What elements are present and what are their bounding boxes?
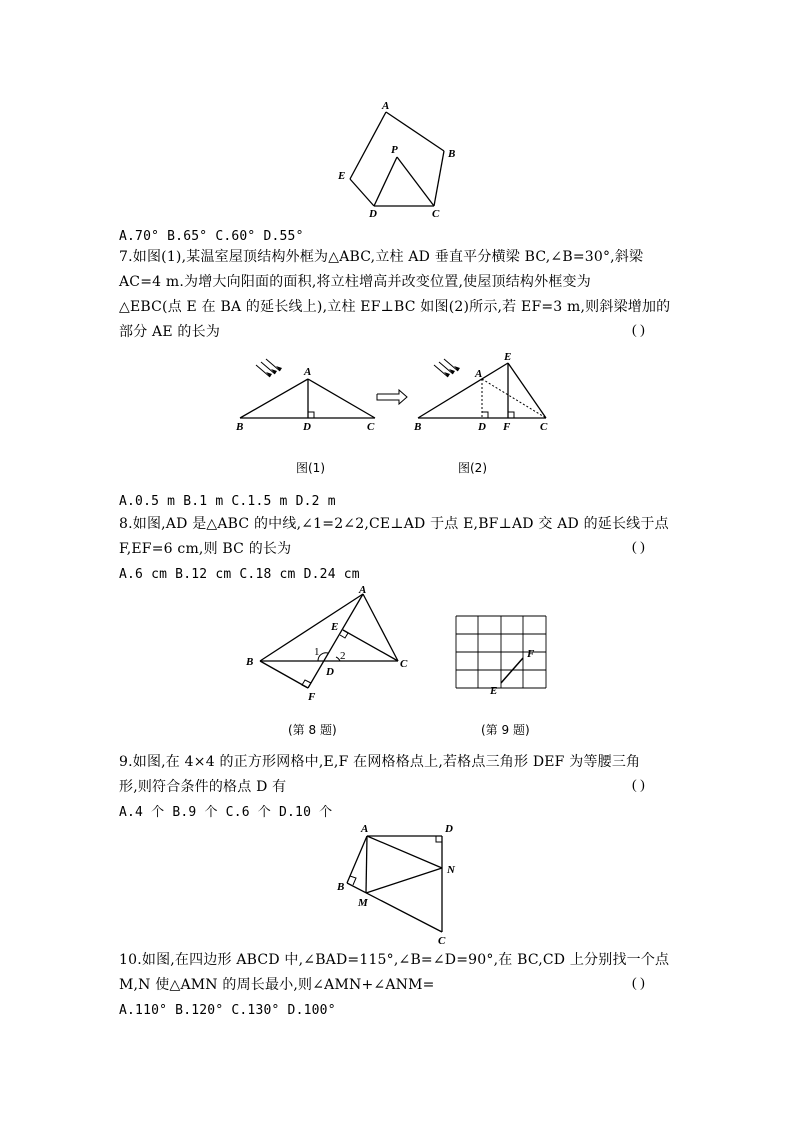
q10-label-A: A bbox=[361, 823, 369, 835]
q8-label-A: A bbox=[359, 585, 367, 596]
figure-q8 bbox=[240, 585, 420, 705]
q10-label-N: N bbox=[447, 864, 455, 876]
label-D: D bbox=[369, 208, 377, 220]
fig2-label-D: D bbox=[478, 421, 486, 433]
q10-label-M: M bbox=[358, 897, 368, 909]
label-B: B bbox=[448, 148, 456, 160]
q7-text-line1: 7.如图(1),某温室屋顶结构外框为△ABC,立柱 AD 垂直平分横梁 BC,∠B=30°,斜梁 bbox=[119, 249, 644, 265]
q7-fig2-caption: 图(2) bbox=[458, 461, 487, 475]
figure-q6 bbox=[330, 95, 470, 220]
q8-label-D: D bbox=[326, 666, 334, 678]
q8-label-E: E bbox=[331, 621, 339, 633]
q10-label-C: C bbox=[438, 935, 446, 947]
q8-label-F: F bbox=[308, 691, 316, 703]
fig1-label-A: A bbox=[304, 366, 312, 378]
q7-options: A.0.5 m B.1 m C.1.5 m D.2 m bbox=[119, 494, 336, 509]
figure-q9-grid bbox=[450, 610, 555, 705]
q10-options: A.110° B.120° C.130° D.100° bbox=[119, 1003, 336, 1018]
q7-fig1-caption: 图(1) bbox=[296, 461, 325, 475]
fig2-label-A: A bbox=[475, 368, 483, 380]
q7-answer-paren: ( ) bbox=[632, 323, 645, 338]
q10-label-D: D bbox=[445, 823, 453, 835]
q9-text-line2: 形,则符合条件的格点 D 有 bbox=[119, 779, 287, 795]
q6-options: A.70° B.65° C.60° D.55° bbox=[119, 229, 304, 244]
q10-answer-paren: ( ) bbox=[632, 976, 645, 991]
fig2-label-F: F bbox=[503, 421, 511, 433]
label-E: E bbox=[338, 170, 346, 182]
q8-label-2: 2 bbox=[340, 650, 346, 662]
q8-text-line2: F,EF=6 cm,则 BC 的长为 bbox=[119, 541, 292, 557]
q9-label-F: F bbox=[527, 648, 535, 660]
fig1-label-B: B bbox=[236, 421, 244, 433]
q8-answer-paren: ( ) bbox=[632, 540, 645, 555]
q9-answer-paren: ( ) bbox=[632, 778, 645, 793]
q8-label-B: B bbox=[246, 656, 254, 668]
q8-label-1: 1 bbox=[314, 646, 320, 658]
fig2-label-C: C bbox=[540, 421, 548, 433]
q8-label-C: C bbox=[400, 658, 408, 670]
fig2-label-E: E bbox=[504, 351, 512, 363]
fig1-label-C: C bbox=[367, 421, 375, 433]
label-P: P bbox=[391, 144, 398, 156]
q7-text-line4: 部分 AE 的长为 bbox=[119, 324, 221, 340]
figure-q10 bbox=[330, 818, 470, 948]
q8-fig-caption: (第 8 题) bbox=[288, 723, 337, 737]
q10-text-line2: M,N 使△AMN 的周长最小,则∠AMN+∠ANM= bbox=[119, 977, 435, 993]
fig1-label-D: D bbox=[303, 421, 311, 433]
q9-label-E: E bbox=[490, 685, 498, 697]
q9-options: A.4 个 B.9 个 C.6 个 D.10 个 bbox=[119, 805, 333, 820]
q8-text-line1: 8.如图,AD 是△ABC 的中线,∠1=2∠2,CE⊥AD 于点 E,BF⊥AD 交 AD 的延长线于点 bbox=[119, 516, 669, 532]
q9-fig-caption: (第 9 题) bbox=[481, 723, 530, 737]
q9-text-line1: 9.如图,在 4×4 的正方形网格中,E,F 在网格格点上,若格点三角形 DEF 为等腰三角 bbox=[119, 754, 641, 770]
q7-text-line2: AC=4 m.为增大向阳面的面积,将立柱增高并改变位置,使屋顶结构外框变为 bbox=[119, 274, 591, 290]
fig2-label-B: B bbox=[414, 421, 422, 433]
figure-q7 bbox=[230, 350, 570, 440]
q7-text-line3: △EBC(点 E 在 BA 的延长线上),立柱 EF⊥BC 如图(2)所示,若 EF=3 m,则斜梁增加的 bbox=[119, 299, 671, 315]
q10-label-B: B bbox=[337, 881, 345, 893]
q8-options: A.6 cm B.12 cm C.18 cm D.24 cm bbox=[119, 567, 360, 582]
label-C: C bbox=[432, 208, 440, 220]
q10-text-line1: 10.如图,在四边形 ABCD 中,∠BAD=115°,∠B=∠D=90°,在 BC,CD 上分别找一个点 bbox=[119, 952, 670, 968]
label-A: A bbox=[382, 100, 390, 112]
